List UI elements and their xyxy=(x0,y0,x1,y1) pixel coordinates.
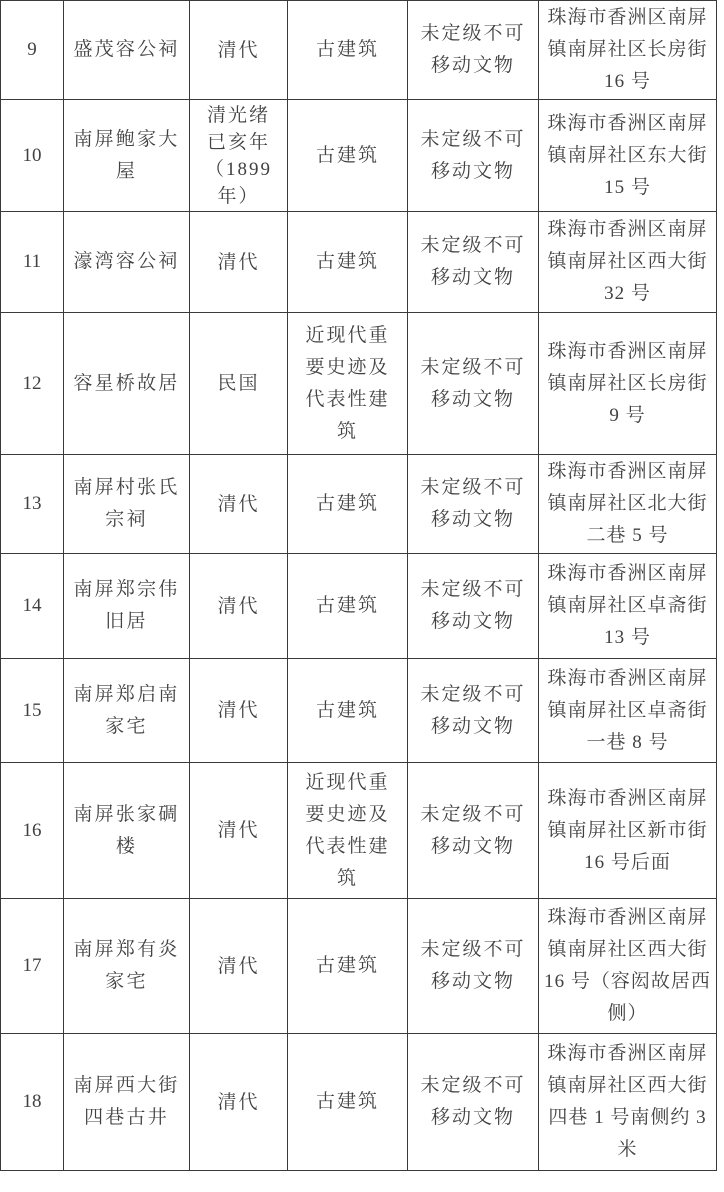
table-row xyxy=(1,1034,717,1171)
cell-address: 珠海市香洲区南屏镇南屏社区长房街 16 号 xyxy=(539,1,717,100)
cell-category: 古建筑 xyxy=(288,899,408,1034)
cell-sequence-number: 17 xyxy=(1,899,64,1034)
table-row xyxy=(1,212,717,313)
cell-category: 近现代重要史迹及代表性建筑 xyxy=(288,763,408,899)
cell-protection-status: 未定级不可移动文物 xyxy=(408,554,539,659)
cell-address: 珠海市香洲区南屏镇南屏社区卓斋街一巷 8 号 xyxy=(539,659,717,763)
cell-address: 珠海市香洲区南屏镇南屏社区卓斋街 13 号 xyxy=(539,554,717,659)
cell-category: 古建筑 xyxy=(288,1034,408,1171)
table-row xyxy=(1,455,717,554)
table-row xyxy=(1,899,717,1034)
cell-category: 古建筑 xyxy=(288,1,408,100)
cell-address: 珠海市香洲区南屏镇南屏社区长房街 9 号 xyxy=(539,313,717,455)
cell-sequence-number: 14 xyxy=(1,554,64,659)
cell-sequence-number: 10 xyxy=(1,100,64,212)
cell-sequence-number: 16 xyxy=(1,763,64,899)
cell-sequence-number: 12 xyxy=(1,313,64,455)
cell-protection-status: 未定级不可移动文物 xyxy=(408,899,539,1034)
table-row xyxy=(1,100,717,212)
cell-address: 珠海市香洲区南屏镇南屏社区北大街二巷 5 号 xyxy=(539,455,717,554)
cell-address: 珠海市香洲区南屏镇南屏社区西大街 16 号（容闳故居西侧） xyxy=(539,899,717,1034)
cell-protection-status: 未定级不可移动文物 xyxy=(408,100,539,212)
cell-sequence-number: 11 xyxy=(1,212,64,313)
cell-category: 古建筑 xyxy=(288,212,408,313)
cell-protection-status: 未定级不可移动文物 xyxy=(408,1,539,100)
cell-protection-status: 未定级不可移动文物 xyxy=(408,763,539,899)
cell-era: 清代 xyxy=(190,554,288,659)
cell-heritage-name: 南屏张家碉楼 xyxy=(64,763,190,899)
cell-sequence-number: 13 xyxy=(1,455,64,554)
cell-heritage-name: 南屏郑有炎家宅 xyxy=(64,899,190,1034)
cell-address: 珠海市香洲区南屏镇南屏社区西大街四巷 1 号南侧约 3 米 xyxy=(539,1034,717,1171)
cell-era: 清代 xyxy=(190,659,288,763)
cell-heritage-name: 南屏郑启南家宅 xyxy=(64,659,190,763)
cell-heritage-name: 濠湾容公祠 xyxy=(64,212,190,313)
table-row xyxy=(1,1,717,100)
cell-era: 清代 xyxy=(190,212,288,313)
table-row xyxy=(1,659,717,763)
table-row xyxy=(1,554,717,659)
cell-era: 清代 xyxy=(190,1034,288,1171)
cell-protection-status: 未定级不可移动文物 xyxy=(408,212,539,313)
cell-protection-status: 未定级不可移动文物 xyxy=(408,455,539,554)
cell-heritage-name: 南屏村张氏宗祠 xyxy=(64,455,190,554)
cell-category: 古建筑 xyxy=(288,455,408,554)
cell-protection-status: 未定级不可移动文物 xyxy=(408,313,539,455)
table-row xyxy=(1,763,717,899)
cell-sequence-number: 18 xyxy=(1,1034,64,1171)
cell-protection-status: 未定级不可移动文物 xyxy=(408,1034,539,1171)
cell-address: 珠海市香洲区南屏镇南屏社区西大街 32 号 xyxy=(539,212,717,313)
cell-category: 近现代重要史迹及代表性建筑 xyxy=(288,313,408,455)
cell-address: 珠海市香洲区南屏镇南屏社区新市街 16 号后面 xyxy=(539,763,717,899)
cell-heritage-name: 南屏鲍家大屋 xyxy=(64,100,190,212)
cell-era: 清光绪已亥年（1899年） xyxy=(190,100,288,212)
cell-category: 古建筑 xyxy=(288,659,408,763)
cell-protection-status: 未定级不可移动文物 xyxy=(408,659,539,763)
cell-era: 清代 xyxy=(190,899,288,1034)
cell-sequence-number: 15 xyxy=(1,659,64,763)
table-row xyxy=(1,313,717,455)
cell-era: 清代 xyxy=(190,455,288,554)
cell-era: 民国 xyxy=(190,313,288,455)
cell-era: 清代 xyxy=(190,763,288,899)
cell-category: 古建筑 xyxy=(288,554,408,659)
cell-address: 珠海市香洲区南屏镇南屏社区东大街 15 号 xyxy=(539,100,717,212)
cell-heritage-name: 南屏郑宗伟旧居 xyxy=(64,554,190,659)
cell-heritage-name: 南屏西大街四巷古井 xyxy=(64,1034,190,1171)
cell-heritage-name: 盛茂容公祠 xyxy=(64,1,190,100)
cell-era: 清代 xyxy=(190,1,288,100)
cell-heritage-name: 容星桥故居 xyxy=(64,313,190,455)
cell-category: 古建筑 xyxy=(288,100,408,212)
cell-sequence-number: 9 xyxy=(1,1,64,100)
